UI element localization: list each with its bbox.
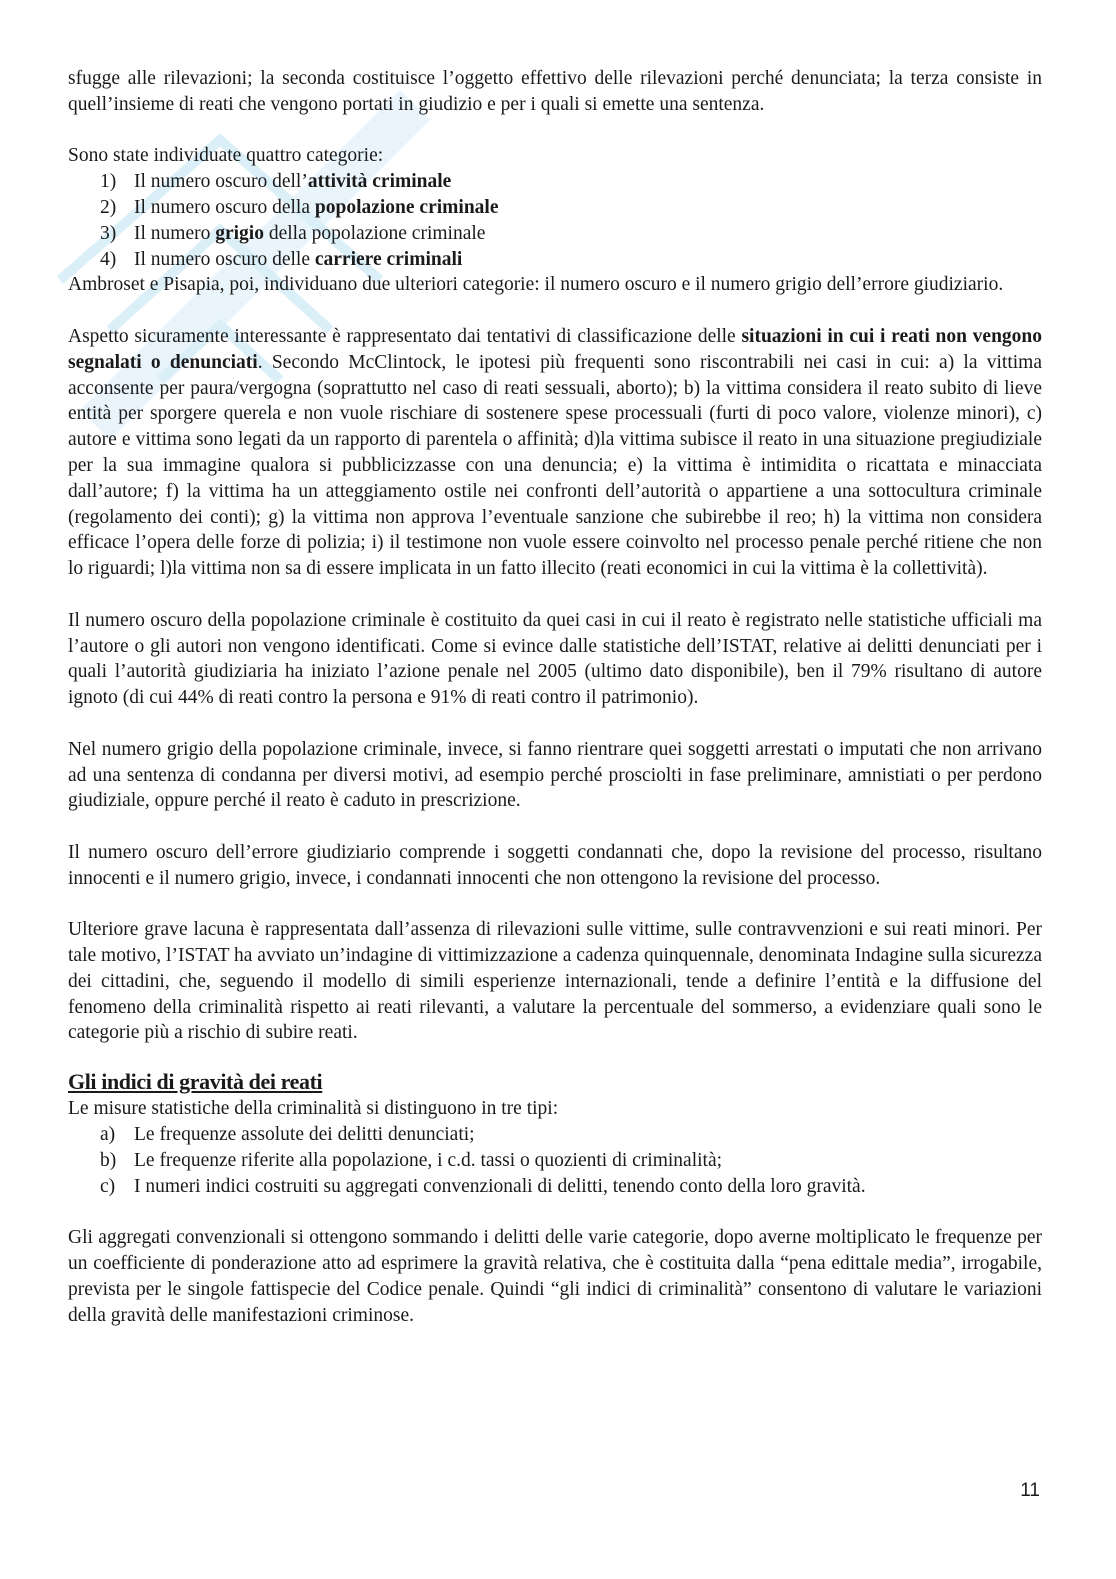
categories-list: [68, 169, 1042, 272]
errore-paragraph: Il numero oscuro dell’errore giudiziario comprende i soggetti condannati che, dopo la revisione del processo, risultano innocenti e il numero grigio, invece, i condannati innocenti che non ottengono la revisione del processo.: [68, 841, 1042, 889]
intro-paragraph: sfugge alle rilevazioni; la seconda costituisce l’oggetto effettivo delle rilevazioni perché denunciata; la terza consiste in quell’insieme di reati che vengono portati in giudizio e per i quali si emette una sentenza.: [68, 68, 1042, 115]
list-item: c) I numeri indici costruiti su aggregati convenzionali di delitti, tenendo conto della loro gravità.: [100, 1175, 866, 1197]
indici-lead: Le misure statistiche della criminalità si distinguono in tre tipi:: [68, 1098, 559, 1120]
situazioni-paragraph: Aspetto sicuramente interessante è rappresentato dai tentativi di classificazione delle situazioni in cui i reati non vengono segnalati o denunciati. Secondo McClintock, le ipotesi più frequenti sono riscontrabili nei casi in cui: a) la vittima acconsente per paura/vergogna (soprattutto nel caso di reati sessuali, aborto); b) la vittima considera il reato subito di lieve entità per sporgere querela e non vuole rischiare di sostenere spese processuali (furti di poco valore, violenze minori), c) autore e vittima sono legati da un rapporto di parentela o affinità; d)la vittima subisce il reato in una situazione pregiudiziale per la sua immagine qualora si pubblicizzasse con una denuncia; e) la vittima è intimidita o ricattata e minacciata dall’autore; f) la vittima ha un atteggiamento ostile nei confronti dell’autorità o appartiene a una sottocultura criminale (regolamento dei conti); g) la vittima non approva l’eventuale sanzione che subirebbe il reo; h) la vittima non considera efficace l’opera delle forze di polizia; i) il testimone non vuole essere coinvolto nel processo penale perché ritiene che non lo riguardi; l)la vittima non sa di essere implicata in un fatto illecito (reati economici in cui la vittima è la collettività).: [68, 325, 1043, 580]
indici-list: [68, 1122, 1042, 1199]
list-item: b) Le frequenze riferite alla popolazione, i c.d. tassi o quozienti di criminalità;: [100, 1149, 723, 1171]
document-page: [68, 66, 1042, 1328]
section-heading: Gli indici di gravità dei reati: [68, 1069, 323, 1095]
categories-lead: Sono state individuate quattro categorie:: [68, 145, 384, 167]
lacuna-paragraph: Ulteriore grave lacuna è rappresentata dall’assenza di rilevazioni sulle vittime, sulle contravvenzioni e sui reati minori. Per tale motivo, l’ISTAT ha avviato un’indagine di vittimizzazione a cadenza quinquennale, denominata Indagine sulla sicurezza dei cittadini, che, seguendo il modello di simili esperienze internazionali, tende a definire l’entità e la diffusione del fenomeno della criminalità rispetto ai reati rilevanti, a valutare la percentuale del sommerso, a evidenziare quali sono le categorie più a rischio di subire reati.: [68, 919, 1042, 1044]
list-item: 3) Il numero grigio della popolazione criminale: [100, 222, 486, 244]
list-item: 1) Il numero oscuro dell’attività criminale: [100, 171, 452, 193]
list-item: 4) Il numero oscuro delle carriere criminali: [100, 248, 463, 270]
list-item: 2) Il numero oscuro della popolazione criminale: [100, 196, 499, 218]
page-number: 11: [1020, 1480, 1040, 1501]
popolazione-paragraph: Il numero oscuro della popolazione criminale è costituito da quei casi in cui il reato è registrato nelle statistiche ufficiali ma l’autore o gli autori non vengono identificati. Come si evince dalle statistiche dell’ISTAT, relative ai delitti denunciati per i quali l’autorità giudiziaria ha iniziato l’azione penale nel 2005 (ultimo dato disponibile), ben il 79% risultano di autore ignoto (di cui 44% di reati contro la persona e 91% di reati contro il patrimonio).: [68, 609, 1042, 709]
ambroset-paragraph: Ambroset e Pisapia, poi, individuano due ulteriori categorie: il numero oscuro e il numero grigio dell’errore giudiziario.: [68, 274, 1004, 296]
list-item: a) Le frequenze assolute dei delitti denunciati;: [100, 1124, 475, 1146]
grigio-paragraph: Nel numero grigio della popolazione criminale, invece, si fanno rientrare quei soggetti arrestati o imputati che non arrivano ad una sentenza di condanna per diversi motivi, ad esempio perché prosciolti in fase preliminare, amnistiati o per perdono giudiziale, oppure perché il reato è caduto in prescrizione.: [68, 738, 1042, 812]
aggregati-paragraph: Gli aggregati convenzionali si ottengono sommando i delitti delle varie categorie, dopo averne moltiplicato le frequenze per un coefficiente di ponderazione atto ad esprimere la gravità relativa, che è costituita dalla “pena edittale media”, irrogabile, prevista per le singole fattispecie del Codice penale. Quindi “gli indici di criminalità” consentono di valutare le variazioni della gravità delle manifestazioni criminose.: [68, 1227, 1042, 1326]
